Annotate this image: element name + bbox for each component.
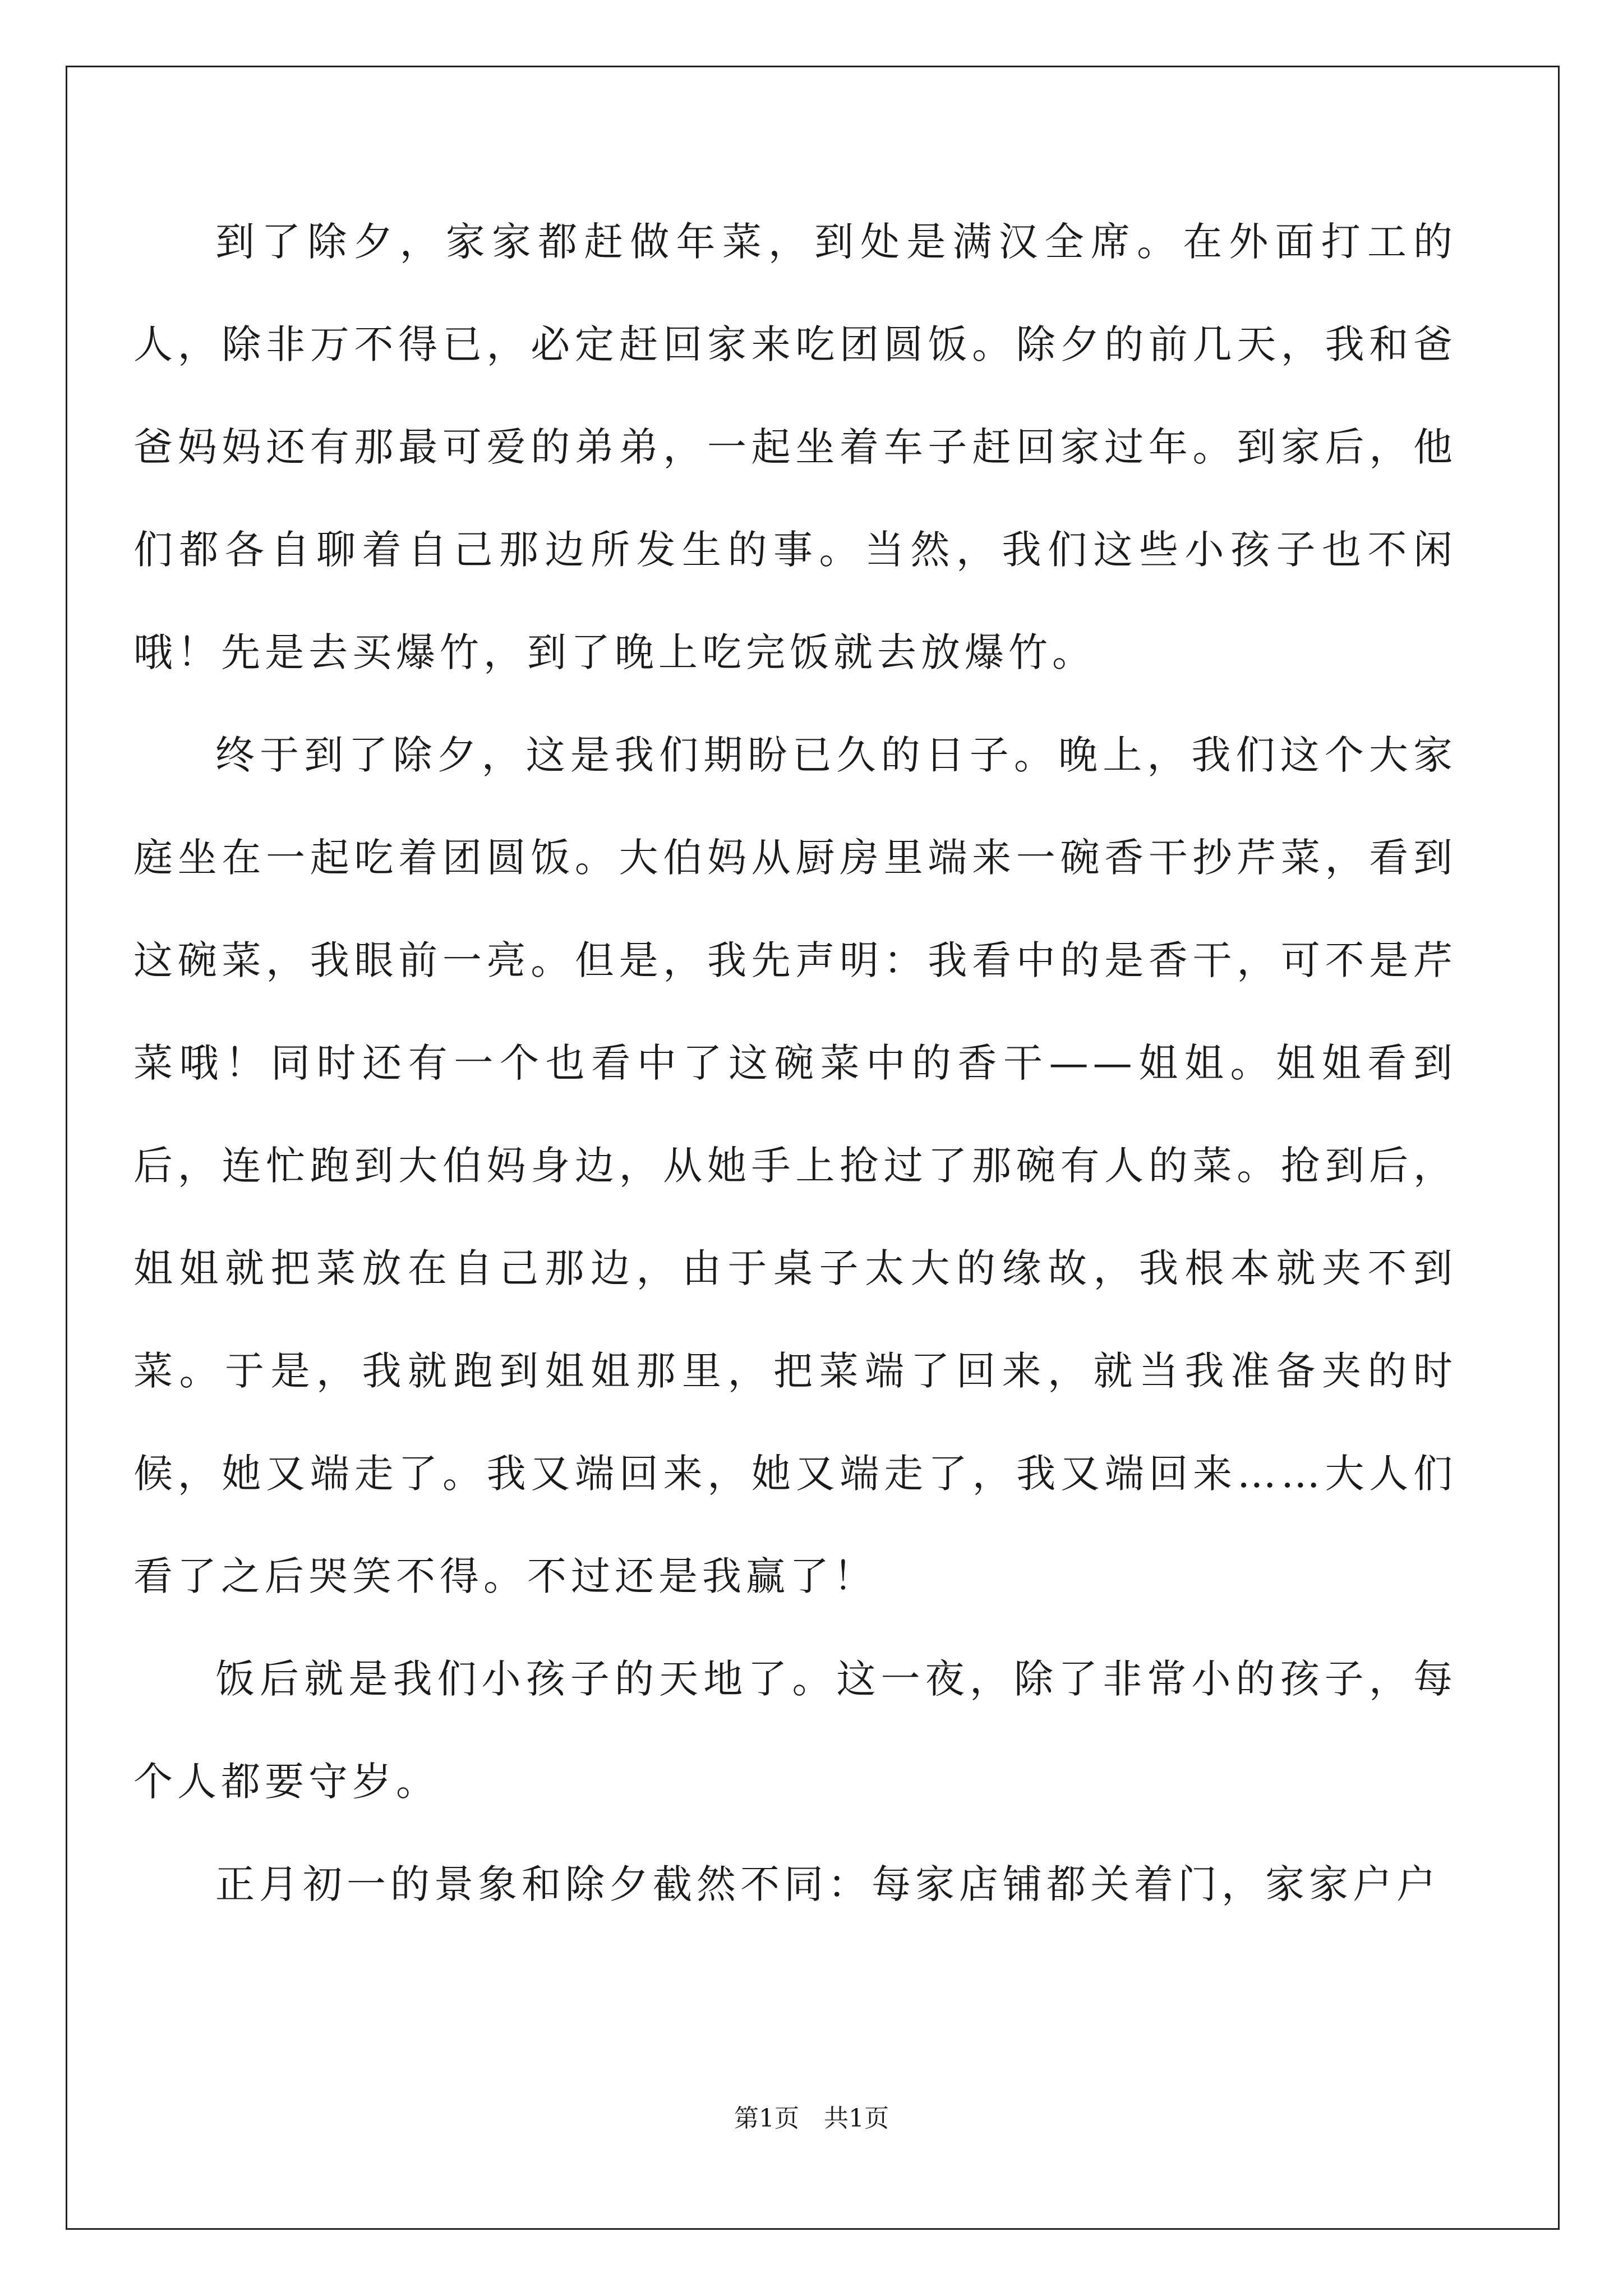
paragraph-3: 饭后就是我们小孩子的天地了。这一夜，除了非常小的孩子，每个人都要守岁。: [133, 1656, 1457, 1805]
document-body: [133, 191, 1457, 1936]
paragraph-4: 正月初一的景象和除夕截然不同：每家店铺都关着门，家家户户: [215, 1861, 1440, 1907]
paragraph-1: 到了除夕，家家都赶做年菜，到处是满汉全席。在外面打工的人，除非万不得已，必定赶回家来吃团圆饭。除夕的前几天，我和爸爸妈妈还有那最可爱的弟弟，一起坐着车子赶回家过年。到家后，他们都各自聊着自己那边所发生的事。当然，我们这些小孩子也不闲哦！先是去买爆竹，到了晚上吃完饭就去放爆竹。: [133, 219, 1457, 675]
page-number-total: 共1页: [824, 2104, 889, 2133]
page-footer: [0, 2098, 1623, 2134]
page-number-current: 第1页: [734, 2104, 799, 2133]
paragraph-2: 终于到了除夕，这是我们期盼已久的日子。晚上，我们这个大家庭坐在一起吃着团圆饭。大伯妈从厨房里端来一碗香干抄芹菜，看到这碗菜，我眼前一亮。但是，我先声明：我看中的是香干，可不是芹菜哦！同时还有一个也看中了这碗菜中的香干——姐姐。姐姐看到后，连忙跑到大伯妈身边，从她手上抢过了那碗有人的菜。抢到后，姐姐就把菜放在自己那边，由于桌子太大的缘故，我根本就夹不到菜。于是，我就跑到姐姐那里，把菜端了回来，就当我准备夹的时候，她又端走了。我又端回来，她又端走了，我又端回来……大人们看了之后哭笑不得。不过还是我赢了！: [133, 732, 1457, 1599]
